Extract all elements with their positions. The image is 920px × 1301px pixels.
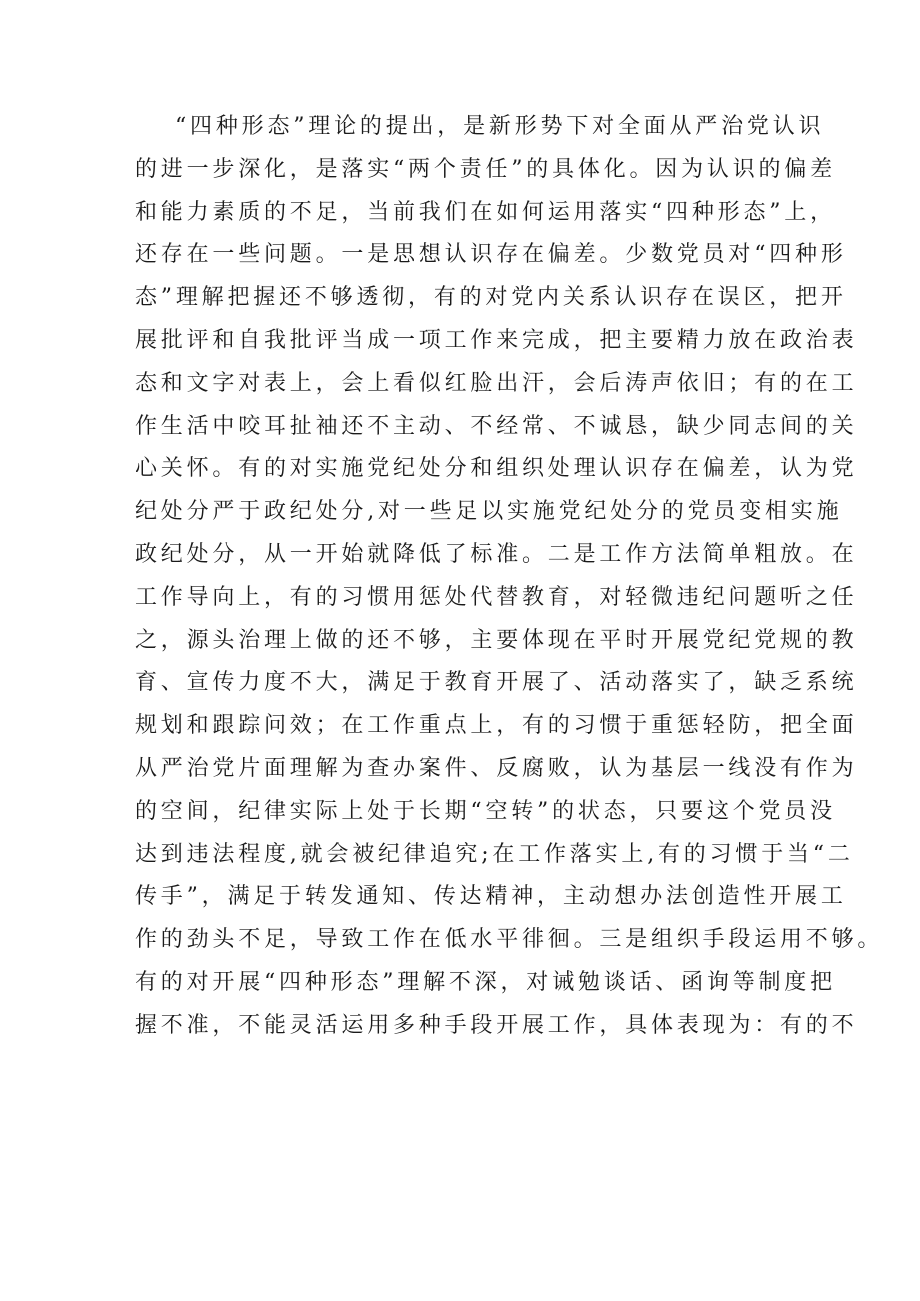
text-line: 态”理解把握还不够透彻，有的对党内关系认识存在误区，把开 [135, 285, 847, 311]
body-text [135, 106, 884, 1048]
text-line: 展批评和自我批评当成一项工作来完成，把主要精力放在政治表 [135, 327, 858, 353]
text-line: 的空间，纪律实际上处于长期“空转”的状态，只要这个党员没 [135, 798, 836, 824]
text-line: 有的对开展“四种形态”理解不深，对诫勉谈话、函询等制度把 [135, 969, 836, 995]
text-line: 政纪处分，从一开始就降低了标准。二是工作方法简单粗放。在 [135, 541, 858, 567]
text-line: 纪处分严于政纪处分,对一些足以实施党纪处分的党员变相实施 [135, 499, 843, 525]
text-line: 从严治党片面理解为查办案件、反腐败，认为基层一线没有作为 [135, 755, 858, 781]
text-line: 工作导向上，有的习惯用惩处代替教育，对轻微违纪问题听之任 [135, 584, 858, 610]
text-line: 规划和跟踪问效；在工作重点上，有的习惯于重惩轻防，把全面 [135, 713, 858, 739]
text-line: 还存在一些问题。一是思想认识存在偏差。少数党员对“四种形 [135, 242, 847, 268]
text-line: 的进一步深化，是落实“两个责任”的具体化。因为认识的偏差 [135, 156, 836, 182]
text-line: 育、宣传力度不大，满足于教育开展了、活动落实了，缺乏系统 [135, 670, 858, 696]
text-line: 作的劲头不足，导致工作在低水平徘徊。三是组织手段运用不够。 [135, 927, 884, 953]
text-line: 握不准，不能灵活运用多种手段开展工作，具体表现为：有的不 [135, 1012, 858, 1038]
text-line: 作生活中咬耳扯袖还不主动、不经常、不诚恳，缺少同志间的关 [135, 413, 858, 439]
text-line: 和能力素质的不足，当前我们在如何运用落实“四种形态”上， [135, 199, 836, 225]
text-line: 之，源头治理上做的还不够，主要体现在平时开展党纪党规的教 [135, 627, 858, 653]
text-line: 心关怀。有的对实施党纪处分和组织处理认识存在偏差，认为党 [135, 456, 858, 482]
text-line: 传手”，满足于转发通知、传达精神，主动想办法创造性开展工 [135, 884, 847, 910]
text-line: 达到违法程度,就会被纪律追究;在工作落实上,有的习惯于当“二 [135, 841, 854, 867]
text-line: 态和文字对表上，会上看似红脸出汗，会后涛声依旧；有的在工 [135, 370, 858, 396]
text-line: “四种形态”理论的提出，是新形势下对全面从严治党认识 [175, 114, 825, 139]
